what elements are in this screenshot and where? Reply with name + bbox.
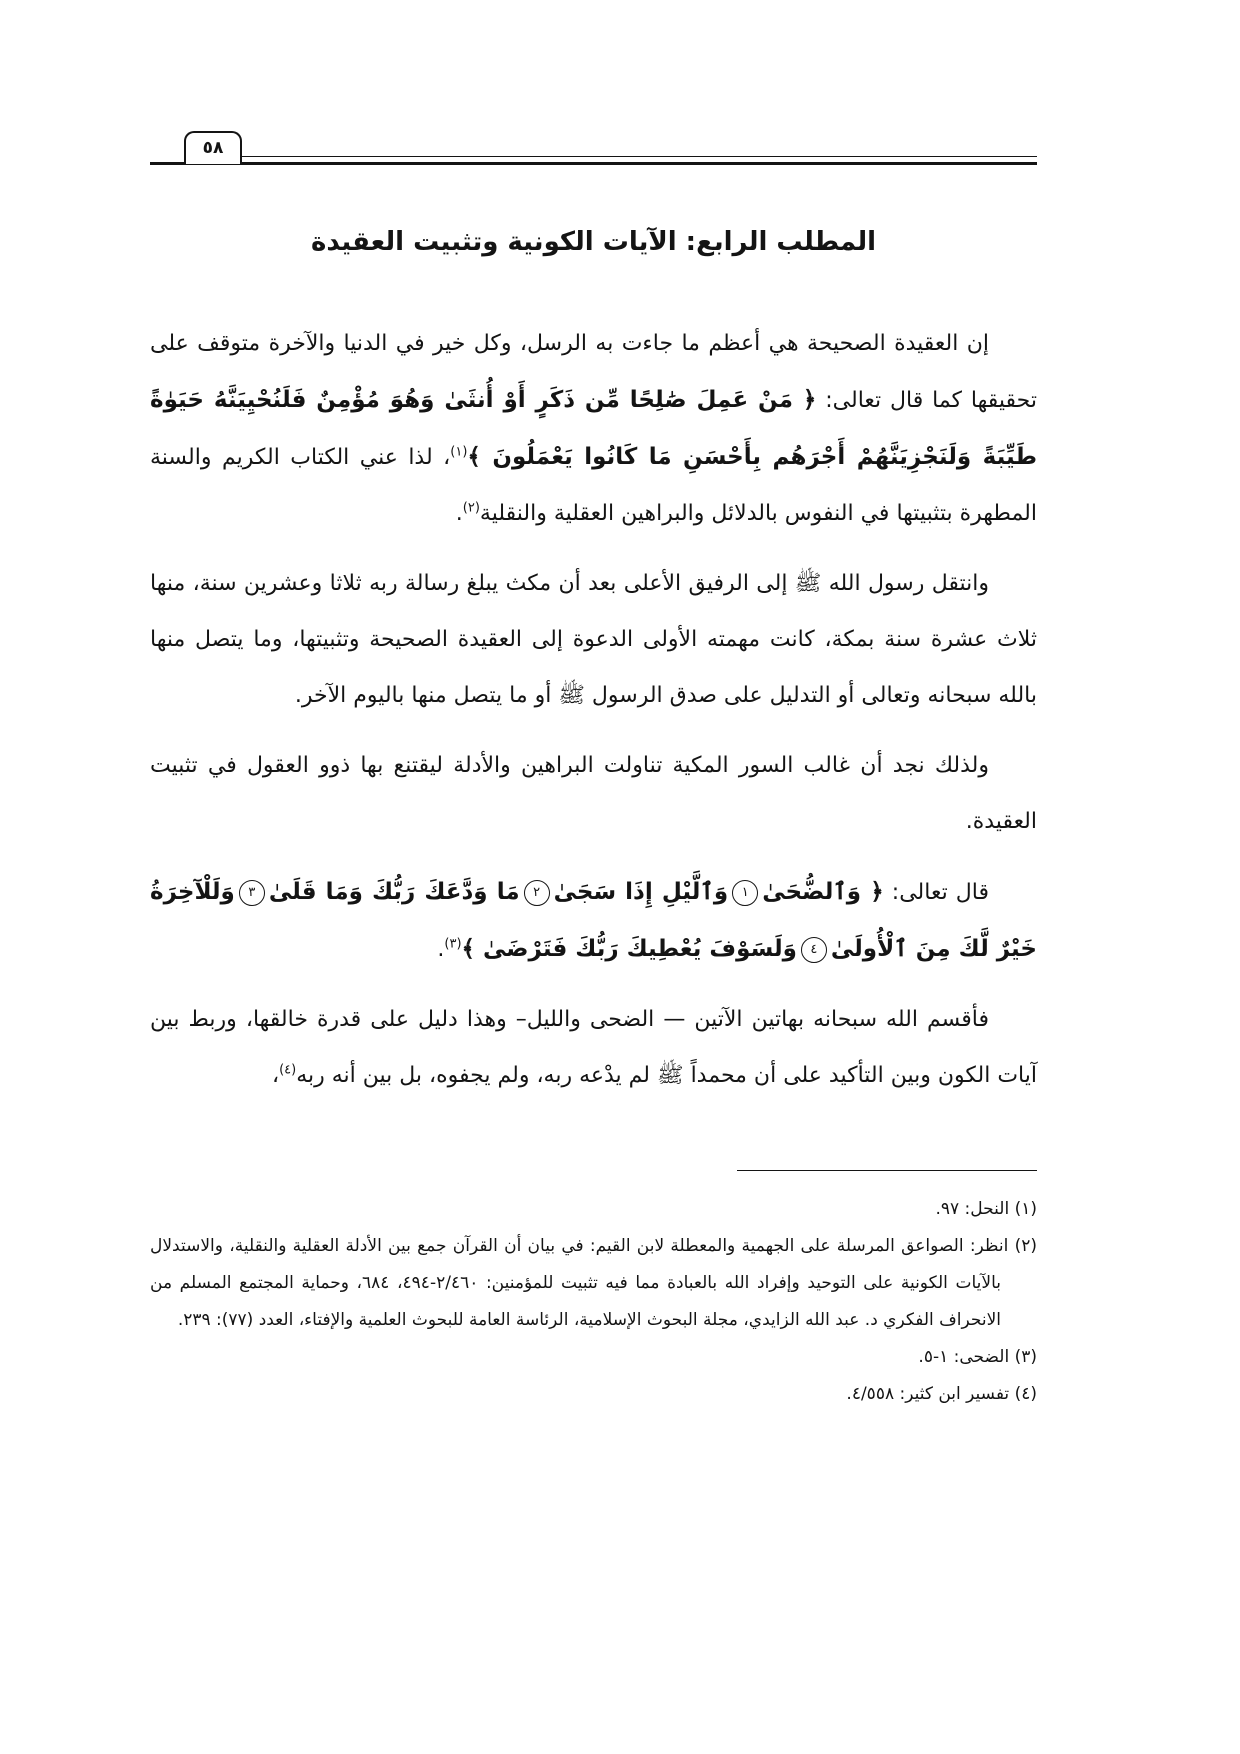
- footnote-separator: [737, 1170, 1037, 1171]
- header-rule-thin: [242, 156, 1037, 157]
- quran-verse: ﴿ مَنْ عَمِلَ صَٰلِحًا مِّن ذَكَرٍ أَوْ أُنثَىٰ وَهُوَ مُؤْمِنٌ فَلَنُحْيِيَنَّهُ حَيَوٰةً طَيِّبَةً وَلَنَجْزِيَنَّهُمْ أَجْرَهُم بِأَحْسَنِ مَا كَانُوا يَعْمَلُونَ ﴾: [150, 387, 1038, 470]
- footnote-text: تفسير ابن كثير: ٤/٥٥٨.: [846, 1384, 1010, 1404]
- footnote-text: الضحى: ١-٥.: [918, 1347, 1010, 1367]
- footnote-list: [150, 1191, 1037, 1413]
- footnote-number: (٤): [1014, 1384, 1037, 1404]
- paragraph-text: فأقسم الله سبحانه بهاتين الآتين — الضحى والليل– وهذا دليل على قدرة خالقها، وربط بين آيات الكون وبين التأكيد على أن محمداً ﷺ لم يدْعه ربه، ولم يجفوه، بل بين أنه ربه: [150, 1007, 1037, 1088]
- paragraph-text: ولذلك نجد أن غالب السور المكية تناولت البراهين والأدلة ليقتنع بها ذوو العقول في تثبيت العقيدة.: [150, 753, 1037, 834]
- footnote-3: [150, 1339, 1037, 1376]
- footnote-2: [150, 1228, 1037, 1339]
- footnote-ref-3: (٣): [444, 936, 462, 952]
- header-rule: [150, 162, 1037, 165]
- footnote-text: النحل: ٩٧.: [935, 1199, 1010, 1219]
- paragraph-text: قال تعالى:: [883, 880, 989, 905]
- page-number-tab: [184, 131, 242, 164]
- quran-verse: مَا وَدَّعَكَ رَبُّكَ وَمَا قَلَىٰ: [268, 879, 520, 905]
- paragraph-text: ،: [271, 1063, 280, 1088]
- verse-number: ٣: [239, 880, 265, 906]
- paragraph-text: وانتقل رسول الله ﷺ إلى الرفيق الأعلى بعد أن مكث يبلغ رسالة ربه ثلاثا وعشرين سنة، منها ثلاث عشرة سنة بمكة، كانت مهمته الأولى الدعوة إلى العقيدة الصحيحة وتثبيتها، وما يتصل منها بالله سبحانه وتعالى أو التدليل على صدق الرسول ﷺ أو ما يتصل منها باليوم الآخر.: [150, 571, 1037, 708]
- paragraph-text: إن العقيدة الصحيحة هي أعظم ما جاءت به الرسل، وكل خير في الدنيا والآخرة متوقف على تحقيقها كما قال تعالى:: [150, 331, 1037, 413]
- footnote-ref-4: (٤): [279, 1062, 297, 1078]
- quran-verse: وَلَسَوْفَ يُعْطِيكَ رَبُّكَ فَتَرْضَىٰ ﴾: [461, 936, 797, 962]
- footnote-ref-1: (١): [450, 444, 468, 460]
- paragraph-5: [150, 992, 1037, 1104]
- main-text: [150, 316, 1037, 1413]
- footnote-text: انظر: الصواعق المرسلة على الجهمية والمعطلة لابن القيم: في بيان أن القرآن جمع بين الأدلة العقلية والنقلية، والاستدلال بالآيات الكونية على التوحيد وإفراد الله بالعبادة مما فيه تثبيت للمؤمنين: ٢/٤٦٠-٤٩٤، ٦٨٤، وحماية المجتمع المسلم من الانحراف الفكري د. عبد الله الزايدي، مجلة البحوث الإسلامية، الرئاسة العامة للبحوث العلمية والإفتاء، العدد (٧٧): ٢٣٩.: [150, 1236, 1009, 1330]
- paragraph-text: .: [455, 501, 463, 526]
- section-title: المطلب الرابع: الآيات الكونية وتثبيت العقيدة: [310, 227, 876, 257]
- paragraph-3: [150, 738, 1037, 850]
- footnote-number: (٣): [1014, 1347, 1037, 1367]
- verse-number: ١: [732, 880, 758, 906]
- footnote-number: (٢): [1014, 1236, 1038, 1256]
- paragraph-1: [150, 316, 1037, 542]
- paragraph-2: [150, 556, 1037, 724]
- footnote-ref-2: (٢): [462, 500, 480, 516]
- footnote-4: [150, 1376, 1037, 1413]
- quran-verse: ﴿ وَٱلضُّحَىٰ: [762, 879, 884, 905]
- page-number: ٥٨: [202, 138, 224, 158]
- paragraph-4: [150, 864, 1037, 978]
- quran-verse: وَلَلْآخِرَةُ خَيْرٌ لَّكَ مِنَ ٱلْأُولَىٰ: [150, 879, 1037, 962]
- paragraph-text: ، لذا عني الكتاب الكريم والسنة المطهرة بتثبيتها في النفوس بالدلائل والبراهين العقلية والنقلية: [150, 445, 1037, 526]
- footnote-1: [150, 1191, 1037, 1228]
- footnote-number: (١): [1014, 1199, 1037, 1219]
- quran-verse: وَٱلَّيْلِ إِذَا سَجَىٰ: [553, 879, 729, 905]
- footnotes: [150, 1170, 1037, 1413]
- verse-number: ٢: [524, 880, 550, 906]
- paragraph-text: .: [437, 937, 445, 962]
- verse-number: ٤: [801, 937, 827, 963]
